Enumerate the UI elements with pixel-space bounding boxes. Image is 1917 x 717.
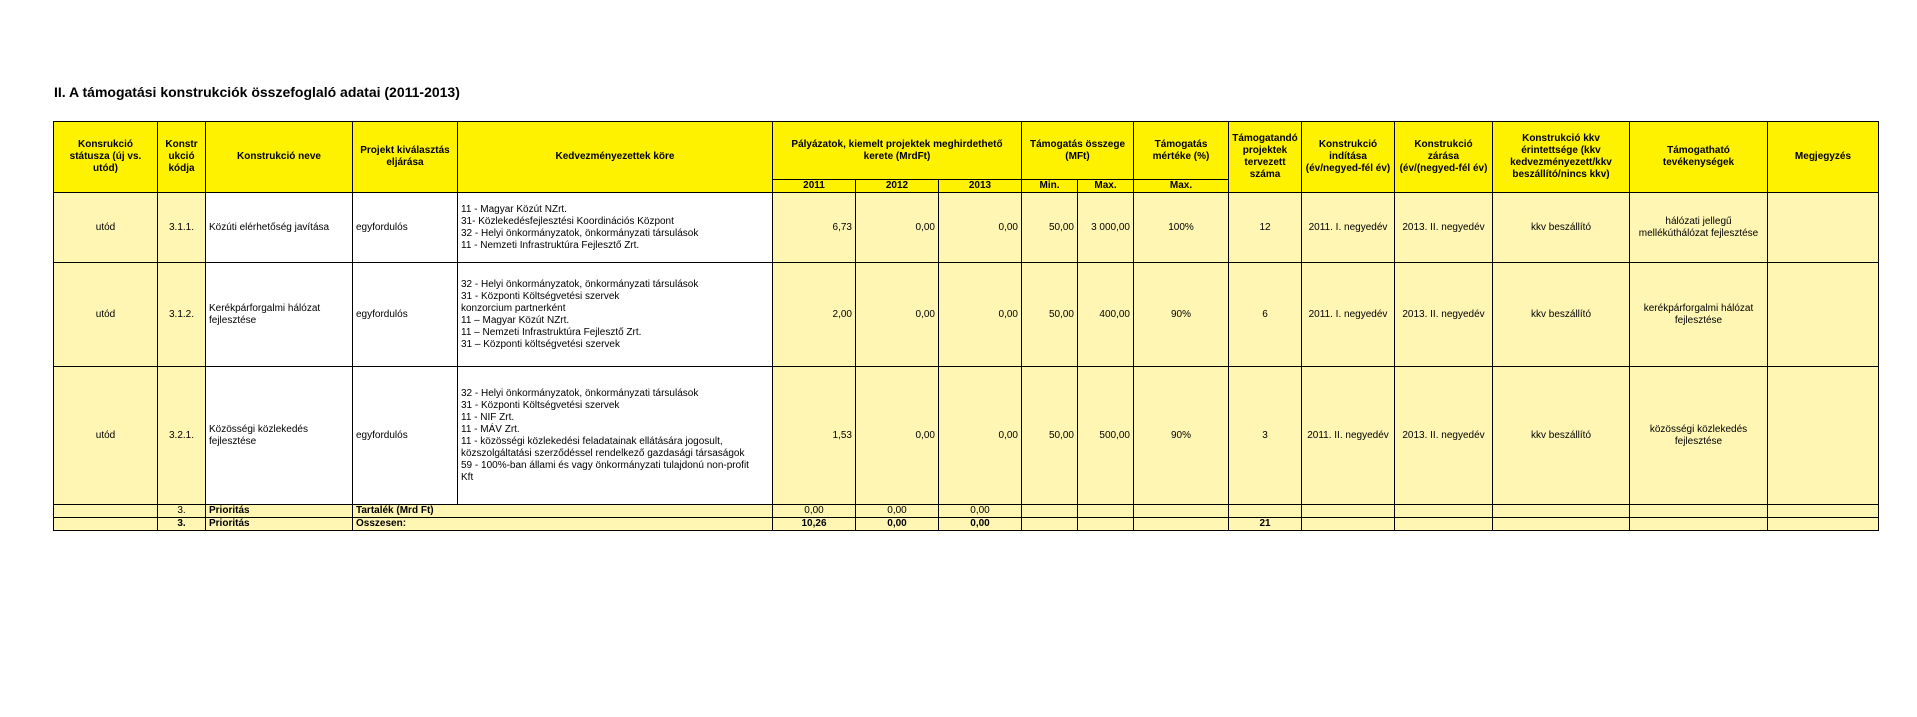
cell-rate: 100%	[1134, 193, 1229, 263]
cell-name: Közúti elérhetőség javítása	[206, 193, 353, 263]
table-row	[54, 367, 1879, 505]
table-row	[54, 193, 1879, 263]
cell-name: Kerékpárforgalmi hálózat fejlesztése	[206, 263, 353, 367]
cell-beneficiaries	[458, 367, 773, 505]
cell-max: 3 000,00	[1078, 193, 1134, 263]
reserve-2012: 0,00	[856, 505, 939, 518]
cell-empty	[1493, 505, 1630, 518]
total-2011: 10,26	[773, 518, 856, 531]
page-title: II. A támogatási konstrukciók összefoglaló adatai (2011-2013)	[54, 84, 460, 100]
header-selection: Projekt kiválasztás eljárása	[353, 122, 458, 193]
cell-status: utód	[54, 263, 158, 367]
cell-2013: 0,00	[939, 263, 1022, 367]
cell-selection: egyfordulós	[353, 367, 458, 505]
cell-empty	[54, 505, 158, 518]
header-name: Konstrukció neve	[206, 122, 353, 193]
beneficiary-line: Kft	[461, 471, 474, 483]
total-desc: Összesen:	[353, 518, 773, 531]
cell-2012: 0,00	[856, 367, 939, 505]
reserve-2011: 0,00	[773, 505, 856, 518]
beneficiary-line: közszolgáltatási szerződéssel rendelkező gazdasági társaságok	[461, 447, 745, 459]
header-projects: Támogatandó projektek tervezett száma	[1229, 122, 1302, 193]
cell-2011: 6,73	[773, 193, 856, 263]
cell-empty	[1134, 505, 1229, 518]
cell-projects: 12	[1229, 193, 1302, 263]
cell-empty	[1630, 505, 1768, 518]
activity-line: mellékúthálózat fejlesztése	[1638, 227, 1759, 239]
table-row	[54, 263, 1879, 367]
cell-empty	[1630, 518, 1768, 531]
beneficiary-line: 11 – Nemzeti Infrastruktúra Fejlesztő Zrt.	[461, 326, 642, 338]
cell-status: utód	[54, 367, 158, 505]
beneficiary-line: 59 - 100%-ban állami és vagy önkormányzati tulajdonú non-profit	[461, 459, 749, 471]
total-projects: 21	[1229, 518, 1302, 531]
reserve-label: Prioritás	[206, 505, 353, 518]
header-start: Konstrukció indítása (év/negyed-fél év)	[1302, 122, 1395, 193]
cell-empty	[1302, 518, 1395, 531]
activity-line: közösségi közlekedés	[1649, 423, 1748, 435]
cell-2013: 0,00	[939, 367, 1022, 505]
beneficiary-line: 31 - Központi Költségvetési szervek	[461, 399, 620, 411]
cell-empty	[1078, 518, 1134, 531]
beneficiary-line: 11 – Magyar Közút NZrt.	[461, 314, 570, 326]
header-amount-max: Max.	[1078, 180, 1134, 193]
reserve-code: 3.	[158, 505, 206, 518]
beneficiary-line: 32 - Helyi önkormányzatok, önkormányzati társulások	[461, 387, 699, 399]
beneficiary-line: 32 - Helyi önkormányzatok, önkormányzati társulások	[461, 278, 699, 290]
cell-notes	[1768, 193, 1879, 263]
cell-max: 500,00	[1078, 367, 1134, 505]
header-activities: Támogatható tevékenységek	[1630, 122, 1768, 193]
cell-beneficiaries	[458, 263, 773, 367]
cell-empty	[1768, 505, 1879, 518]
cell-2013: 0,00	[939, 193, 1022, 263]
cell-rate: 90%	[1134, 367, 1229, 505]
cell-end: 2013. II. negyedév	[1395, 367, 1493, 505]
activity-line: fejlesztése	[1674, 435, 1723, 447]
cell-selection: egyfordulós	[353, 193, 458, 263]
cell-empty	[54, 518, 158, 531]
beneficiary-line: 32 - Helyi önkormányzatok, önkormányzati társulások	[461, 227, 699, 239]
cell-max: 400,00	[1078, 263, 1134, 367]
cell-sme: kkv beszállító	[1493, 193, 1630, 263]
cell-min: 50,00	[1022, 193, 1078, 263]
cell-name: Közösségi közlekedés fejlesztése	[206, 367, 353, 505]
cell-empty	[1395, 505, 1493, 518]
cell-empty	[1134, 518, 1229, 531]
cell-code: 3.2.1.	[158, 367, 206, 505]
header-notes: Megjegyzés	[1768, 122, 1879, 193]
beneficiary-line: 11 - közösségi közlekedési feladatainak ellátására jogosult,	[461, 435, 723, 447]
header-amount: Támogatás összege (MFt)	[1022, 122, 1134, 180]
cell-2012: 0,00	[856, 193, 939, 263]
total-row	[54, 518, 1879, 531]
cell-activities	[1630, 367, 1768, 505]
header-end: Konstrukció zárása (év/(negyed-fél év)	[1395, 122, 1493, 193]
total-label: Prioritás	[206, 518, 353, 531]
total-2013: 0,00	[939, 518, 1022, 531]
beneficiary-line: 11 - Nemzeti Infrastruktúra Fejlesztő Zrt.	[461, 239, 640, 251]
beneficiary-line: 31- Közlekedésfejlesztési Koordinációs Központ	[461, 215, 674, 227]
beneficiary-line: 11 - Magyar Közút NZrt.	[461, 203, 567, 215]
cell-sme: kkv beszállító	[1493, 367, 1630, 505]
cell-empty	[1022, 518, 1078, 531]
cell-notes	[1768, 263, 1879, 367]
cell-activities	[1630, 263, 1768, 367]
cell-rate: 90%	[1134, 263, 1229, 367]
cell-projects: 6	[1229, 263, 1302, 367]
cell-start: 2011. I. negyedév	[1302, 193, 1395, 263]
header-year-2013: 2013	[939, 180, 1022, 193]
cell-empty	[1302, 505, 1395, 518]
cell-activities	[1630, 193, 1768, 263]
cell-end: 2013. II. negyedév	[1395, 193, 1493, 263]
cell-2011: 2,00	[773, 263, 856, 367]
cell-sme: kkv beszállító	[1493, 263, 1630, 367]
cell-beneficiaries	[458, 193, 773, 263]
header-year-2011: 2011	[773, 180, 856, 193]
beneficiary-line: 31 - Központi Költségvetési szervek	[461, 290, 620, 302]
cell-min: 50,00	[1022, 263, 1078, 367]
cell-notes	[1768, 367, 1879, 505]
activity-line: fejlesztése	[1674, 314, 1723, 326]
cell-empty	[1022, 505, 1078, 518]
cell-empty	[1078, 505, 1134, 518]
cell-selection: egyfordulós	[353, 263, 458, 367]
summary-table	[53, 121, 1879, 531]
cell-projects: 3	[1229, 367, 1302, 505]
cell-2011: 1,53	[773, 367, 856, 505]
reserve-desc: Tartalék (Mrd Ft)	[353, 505, 773, 518]
cell-min: 50,00	[1022, 367, 1078, 505]
cell-start: 2011. I. negyedév	[1302, 263, 1395, 367]
beneficiary-line: 11 - MÁV Zrt.	[461, 423, 520, 435]
activity-line: hálózati jellegű	[1665, 215, 1732, 227]
total-code: 3.	[158, 518, 206, 531]
cell-end: 2013. II. negyedév	[1395, 263, 1493, 367]
cell-empty	[1493, 518, 1630, 531]
beneficiary-line: konzorcium partnerként	[461, 302, 566, 314]
cell-start: 2011. II. negyedév	[1302, 367, 1395, 505]
header-status: Konsrukció státusza (új vs. utód)	[54, 122, 158, 193]
activity-line: kerékpárforgalmi hálózat	[1643, 302, 1754, 314]
cell-empty	[1395, 518, 1493, 531]
header-frame: Pályázatok, kiemelt projektek meghirdethető kerete (MrdFt)	[773, 122, 1022, 180]
header-rate-max: Max.	[1134, 180, 1229, 193]
header-sme: Konstrukció kkv érintettsége (kkv kedvezményezett/kkv beszállító/nincs kkv)	[1493, 122, 1630, 193]
header-beneficiaries: Kedvezményezettek köre	[458, 122, 773, 193]
reserve-2013: 0,00	[939, 505, 1022, 518]
total-2012: 0,00	[856, 518, 939, 531]
header-amount-min: Min.	[1022, 180, 1078, 193]
cell-status: utód	[54, 193, 158, 263]
reserve-row	[54, 505, 1879, 518]
cell-empty	[1229, 505, 1302, 518]
header-code: Konstr ukció kódja	[158, 122, 206, 193]
cell-empty	[1768, 518, 1879, 531]
header-rate: Támogatás mértéke (%)	[1134, 122, 1229, 180]
cell-code: 3.1.2.	[158, 263, 206, 367]
beneficiary-line: 11 - NIF Zrt.	[461, 411, 515, 423]
header-year-2012: 2012	[856, 180, 939, 193]
cell-2012: 0,00	[856, 263, 939, 367]
cell-code: 3.1.1.	[158, 193, 206, 263]
beneficiary-line: 31 – Központi költségvetési szervek	[461, 338, 620, 350]
